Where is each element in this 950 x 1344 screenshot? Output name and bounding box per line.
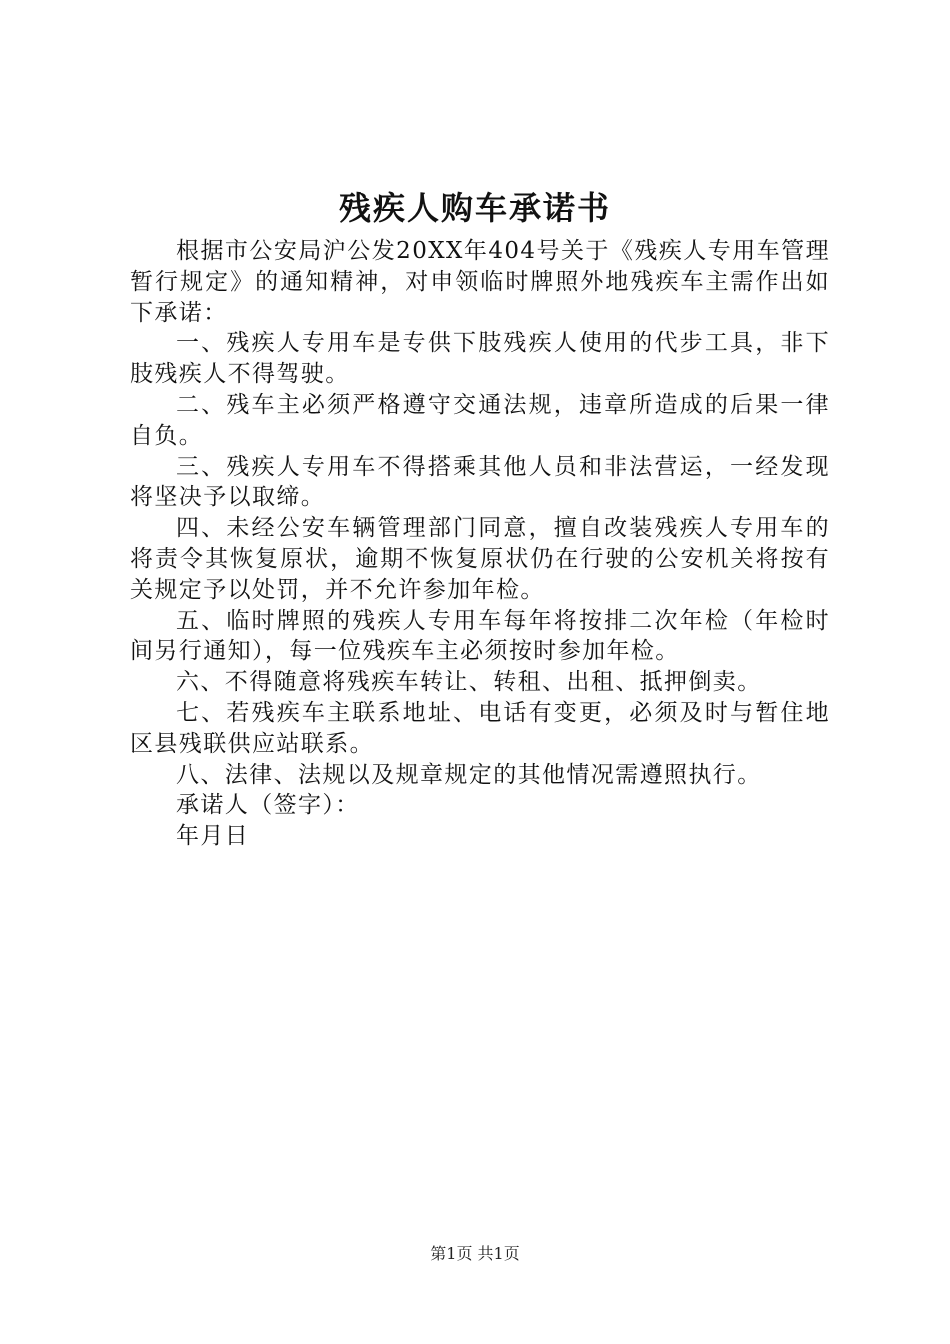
date-line: 年月日 <box>176 823 250 850</box>
clause-2: 二、残车主必须严格遵守交通法规，违章所造成的后果一律自负。 <box>130 391 830 449</box>
clause-8: 八、法律、法规以及规章规定的其他情况需遵照执行。 <box>176 761 762 788</box>
page-footer: 第1页 共1页 <box>430 1244 520 1263</box>
clause-6: 六、不得随意将残疾车转让、转租、出租、抵押倒卖。 <box>176 669 762 696</box>
clause-4: 四、未经公安车辆管理部门同意，擅自改装残疾人专用车的将责令其恢复原状，逾期不恢复原状仍在行驶的公安机关将按有关规定予以处罚，并不允许参加年检。 <box>130 515 830 603</box>
document-title: 残疾人购车承诺书 <box>338 189 611 227</box>
document-body <box>130 236 830 852</box>
signature-line: 承诺人（签字）： <box>176 792 360 819</box>
intro-paragraph: 根据市公安局沪公发20XX年404号关于《残疾人专用车管理暂行规定》的通知精神，对申领临时牌照外地残疾车主需作出如下承诺： <box>130 238 830 326</box>
clause-7: 七、若残疾车主联系地址、电话有变更，必须及时与暂住地区县残联供应站联系。 <box>130 699 830 757</box>
clause-1: 一、残疾人专用车是专供下肢残疾人使用的代步工具，非下肢残疾人不得驾驶。 <box>130 330 830 388</box>
clause-3: 三、残疾人专用车不得搭乘其他人员和非法营运，一经发现将坚决予以取缔。 <box>130 453 830 511</box>
clause-5: 五、临时牌照的残疾人专用车每年将按排二次年检（年检时间另行通知），每一位残疾车主必须按时参加年检。 <box>130 607 830 665</box>
